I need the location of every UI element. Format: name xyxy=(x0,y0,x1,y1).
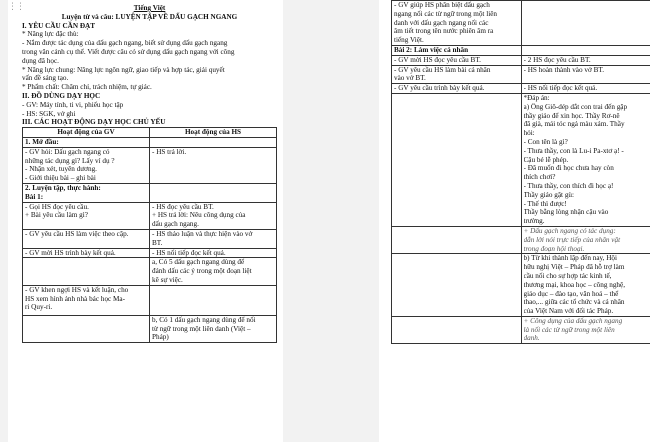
cell-line: HS xem hình ảnh nhà bác học Ma- xyxy=(25,294,126,303)
cell-line: - HS đọc yêu cầu BT. xyxy=(152,202,214,211)
table-cell xyxy=(150,315,277,342)
cell-line: - Thưa thầy, con là Lu-i Pa-xtơ ạ! - xyxy=(523,146,624,155)
table-cell xyxy=(521,254,650,317)
cell-line: + Công dụng của dấu gạch ngang xyxy=(523,316,623,325)
cell-line: Pháp) xyxy=(152,333,169,342)
cell-line: - GV mời HS trình bày kết quả. xyxy=(25,248,116,257)
activities-table-continued xyxy=(391,0,650,344)
cell-line: đánh dấu các ý trong một đoạn liệt xyxy=(152,267,252,276)
cell-line: *Đáp án: xyxy=(523,93,550,102)
cell-line: ri Quy-ri. xyxy=(25,303,53,312)
cell-line: - Đã muốn đi học chưa hay còn xyxy=(523,164,614,173)
table-cell xyxy=(392,55,522,65)
section-heading: III. CÁC HOẠT ĐỘNG DẠY HỌC CHỦ YẾU xyxy=(22,118,166,127)
cell-line: - 2 HS đọc yêu cầu BT. xyxy=(523,55,591,64)
cell-line: - Giới thiệu bài – ghi bài xyxy=(25,174,96,183)
table-header-row xyxy=(23,128,277,138)
cell-line: - Thưa thầy, con thích đi học ạ! xyxy=(523,181,614,190)
paragraph: - HS: SGK, vở ghi xyxy=(22,109,76,118)
paragraph: * Năng lực chung: Năng lực ngôn ngữ, giao tiếp và hợp tác, giải quyết xyxy=(22,65,225,74)
table-cell: 1. Mở đầu: xyxy=(23,137,150,147)
cell-line: - HS nối tiếp đọc kết quả. xyxy=(523,84,598,93)
cell-line: dẫn lời nói trực tiếp của nhân vật xyxy=(523,235,621,244)
table-cell xyxy=(150,285,277,315)
table-row xyxy=(23,137,277,147)
table-cell xyxy=(521,316,650,343)
cell-line: BT. xyxy=(152,238,163,247)
table-cell xyxy=(23,147,150,183)
table-cell xyxy=(392,1,522,46)
cell-line: - GV yêu cầu HS làm bài cá nhân xyxy=(394,65,491,74)
table-cell xyxy=(392,93,522,226)
table-cell xyxy=(23,183,150,202)
cell-line: thao,... giữa các tổ chức và cá nhân xyxy=(523,298,625,307)
cell-line: - Thế thì được! xyxy=(523,199,567,208)
table-row xyxy=(392,254,650,317)
table-row xyxy=(392,226,650,253)
cell-line: dấu gạch ngang. xyxy=(152,220,199,229)
cell-line: - Gọi HS đọc yêu cầu. xyxy=(25,202,89,211)
table-cell xyxy=(392,65,522,84)
cell-line: Thầy bằng lòng nhận cậu vào xyxy=(523,208,609,217)
paragraph: * Năng lực đặc thù: xyxy=(22,30,79,39)
cell-line: - GV khen ngợi HS và kết luận, cho xyxy=(25,285,129,294)
cell-line: từ ngữ trong một liên danh (Việt – xyxy=(152,324,251,333)
table-cell xyxy=(23,248,150,258)
table-cell xyxy=(23,229,150,248)
table-row xyxy=(392,55,650,65)
cell-line: 2. Luyện tập, thực hành: xyxy=(25,183,101,192)
cell-line: Bài 1: xyxy=(25,192,44,201)
cell-line: - GV mời HS đọc yêu cầu BT. xyxy=(394,55,481,64)
table-row xyxy=(392,84,650,94)
paragraph: vấn đề sáng tạo. xyxy=(22,74,69,83)
table-cell xyxy=(150,248,277,258)
table-cell xyxy=(23,315,150,342)
cell-line: + HS trả lời: Nêu công dụng của xyxy=(152,211,246,220)
document-page-1 xyxy=(8,0,283,442)
paragraph: - GV: Máy tính, ti vi, phiếu học tập xyxy=(22,100,124,109)
table-cell xyxy=(150,258,277,285)
table-row xyxy=(392,1,650,46)
cell-line: thầy giáo để xin học. Thầy Rơ-nê xyxy=(523,111,620,120)
cell-line: - Con tên là gì? xyxy=(523,137,568,146)
table-cell xyxy=(150,202,277,229)
cell-line: - HS nối tiếp đọc kết quả. xyxy=(152,248,226,257)
table-cell: Bài 2: Làm việc cá nhân xyxy=(392,45,522,55)
cell-line: - GV hỏi: Dấu gạch ngang có xyxy=(25,147,110,156)
table-cell xyxy=(150,137,277,147)
table-cell xyxy=(23,202,150,229)
table-cell xyxy=(521,1,650,46)
table-cell xyxy=(150,183,277,202)
table-row xyxy=(23,229,277,248)
table-cell xyxy=(23,258,150,285)
section-heading: I. YÊU CẦU CẦN ĐẠT xyxy=(22,21,96,30)
cell-line: âm tiết trong tên nước phiên âm ra xyxy=(394,27,494,36)
cell-line: kê sự việc. xyxy=(152,275,183,284)
column-header-hs: Hoạt động của HS xyxy=(150,128,277,138)
table-cell xyxy=(392,84,522,94)
table-row xyxy=(23,285,277,315)
cell-line: a, Có 5 dấu gạch ngang dùng để xyxy=(152,258,245,267)
lesson-title: Luyện từ và câu: LUYỆN TẬP VỀ DẤU GẠCH NGANG xyxy=(61,12,238,21)
table-row xyxy=(23,248,277,258)
activities-table xyxy=(22,127,277,343)
cell-line: Cậu bé lễ phép. xyxy=(523,155,569,164)
table-cell xyxy=(521,84,650,94)
table-cell xyxy=(521,93,650,226)
cell-line: vào vở BT. xyxy=(394,74,426,83)
table-row xyxy=(23,147,277,183)
cell-line: danh. xyxy=(523,334,540,343)
table-cell xyxy=(150,147,277,183)
paragraph: * Phẩm chất: Chăm chỉ, trách nhiệm, tự giác. xyxy=(22,83,152,92)
cell-line: + Dấu gạch ngang có tác dụng: xyxy=(523,226,616,235)
cell-line: hỏi: xyxy=(523,129,535,138)
paragraph: dụng đã học. xyxy=(22,56,59,65)
cell-line: - GV giúp HS phân biệt dấu gạch xyxy=(394,1,490,9)
cell-line: - Nhận xét, tuyên dương. xyxy=(25,165,97,174)
cell-line: thương mại, khoa học – công nghệ, xyxy=(523,280,626,289)
table-row xyxy=(392,45,650,55)
table-row xyxy=(392,316,650,343)
cell-line: giáo dục – đào tạo, văn hoá – thể xyxy=(523,289,619,298)
table-row xyxy=(23,183,277,202)
table-row xyxy=(23,315,277,342)
table-row xyxy=(23,202,277,229)
cell-line: trong đoạn hội thoại. xyxy=(523,244,585,253)
drag-handle-icon[interactable]: ⋮⋮ xyxy=(8,2,24,12)
paragraph: - Nắm được tác dụng của dấu gạch ngang, biết sử dụng dấu gạch ngang xyxy=(22,39,228,48)
cell-line: - HS hoàn thành vào vở BT. xyxy=(523,65,605,74)
table-cell xyxy=(392,226,522,253)
cell-line: - GV yêu cầu trình bày kết quả. xyxy=(394,84,485,93)
cell-line: thích chơi? xyxy=(523,173,556,182)
page-1-content xyxy=(22,4,277,343)
cell-line: những tác dụng gì? Lấy ví dụ ? xyxy=(25,156,115,165)
table-cell xyxy=(521,55,650,65)
cell-line: - GV yêu cầu HS làm việc theo cặp. xyxy=(25,229,129,238)
table-cell xyxy=(23,285,150,315)
table-cell xyxy=(521,45,650,55)
table-cell xyxy=(392,316,522,343)
cell-line: b, Có 1 dấu gạch ngang dùng để nối xyxy=(152,315,256,324)
table-cell xyxy=(392,254,522,317)
cell-line: danh với dấu gạch ngang nối các xyxy=(394,18,489,27)
paragraph: trong văn cảnh cụ thể. Viết được câu có sử dụng dấu gạch ngang với công xyxy=(22,47,235,56)
section-heading: II. ĐỒ DÙNG DẠY HỌC xyxy=(22,91,101,100)
cell-line: - HS trả lời. xyxy=(152,147,187,156)
cell-line: đã già, mái tóc ngả màu xám. Thầy xyxy=(523,120,625,129)
table-cell xyxy=(521,226,650,253)
table-cell xyxy=(150,229,277,248)
table-row xyxy=(392,93,650,226)
cell-line: của Việt Nam với đối tác Pháp. xyxy=(523,307,614,316)
cell-line: Thầy giáo gật gù: xyxy=(523,190,574,199)
cell-line: - HS thảo luận và thực hiện vào vở xyxy=(152,229,253,238)
subject-title: Tiếng Việt xyxy=(133,4,166,12)
cell-line: tiếng Việt. xyxy=(394,36,424,45)
document-page-2 xyxy=(379,0,650,442)
cell-line: a) Ông Giô-dép dắt con trai đến gặp xyxy=(523,102,628,111)
cell-line: b) Từ khi thành lập đến nay, Hội xyxy=(523,254,618,263)
table-cell xyxy=(521,65,650,84)
table-row xyxy=(23,258,277,285)
cell-line: cầu nối cho sự hợp tác kinh tế, xyxy=(523,271,612,280)
cell-line: là nối các từ ngữ trong một liên xyxy=(523,325,615,334)
cell-line: + Bài yêu cầu làm gì? xyxy=(25,211,88,220)
cell-line: trường. xyxy=(523,217,545,226)
table-row xyxy=(392,65,650,84)
cell-line: ngang nối các từ ngữ trong một liên xyxy=(394,9,498,18)
column-header-gv: Hoạt động của GV xyxy=(23,128,150,138)
cell-line: hữu nghị Việt – Pháp đã hỗ trợ làm xyxy=(523,263,625,272)
